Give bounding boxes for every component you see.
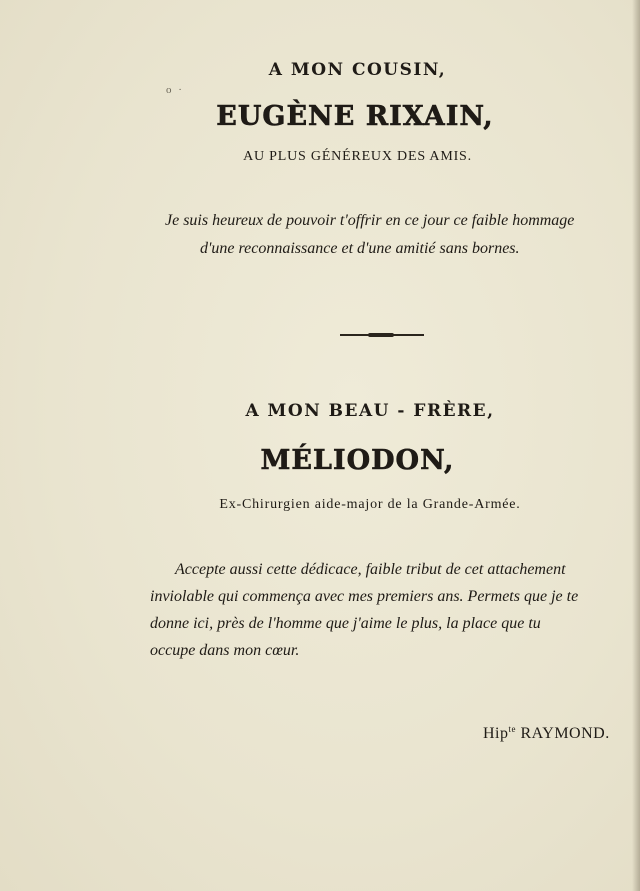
dedication-1-text-line-1: Je suis heureux de pouvoir t'offrir en ce jour ce faible hommage [165,212,575,229]
dedication-2-name: MÉLIODON, [260,445,455,476]
signature [483,724,610,743]
stray-ink-mark: o · [166,84,184,96]
dedication-2-subtitle: Ex-Chirurgien aide-major de la Grande-Armée. [219,497,521,512]
signature-prefix-superscript: te [508,724,516,734]
dedication-1-subtitle: AU PLUS GÉNÉREUX DES AMIS. [243,149,472,164]
signature-prefix: Hip [483,725,509,742]
dedication-1-text-line-2: d'une reconnaissance et d'une amitié sans bornes. [200,240,520,257]
dedication-2-heading: A MON BEAU - FRÈRE, [245,401,495,421]
dedication-1-heading: A MON COUSIN, [268,60,447,80]
dedication-2-text-line-3: donne ici, près de l'homme que j'aime le plus, la place que tu [150,615,541,632]
ornamental-divider [340,334,424,336]
dedication-1-name: EUGÈNE RIXAIN, [216,101,494,132]
dedication-2-text-line-4: occupe dans mon cœur. [150,642,300,659]
dedication-2-text-line-2: inviolable qui commença avec mes premiers ans. Permets que je te [150,588,579,605]
dedication-2-text-line-1: Accepte aussi cette dédicace, faible tribut de cet attachement [175,561,566,578]
page-edge-shadow [632,0,640,891]
signature-surname: RAYMOND. [520,725,610,742]
